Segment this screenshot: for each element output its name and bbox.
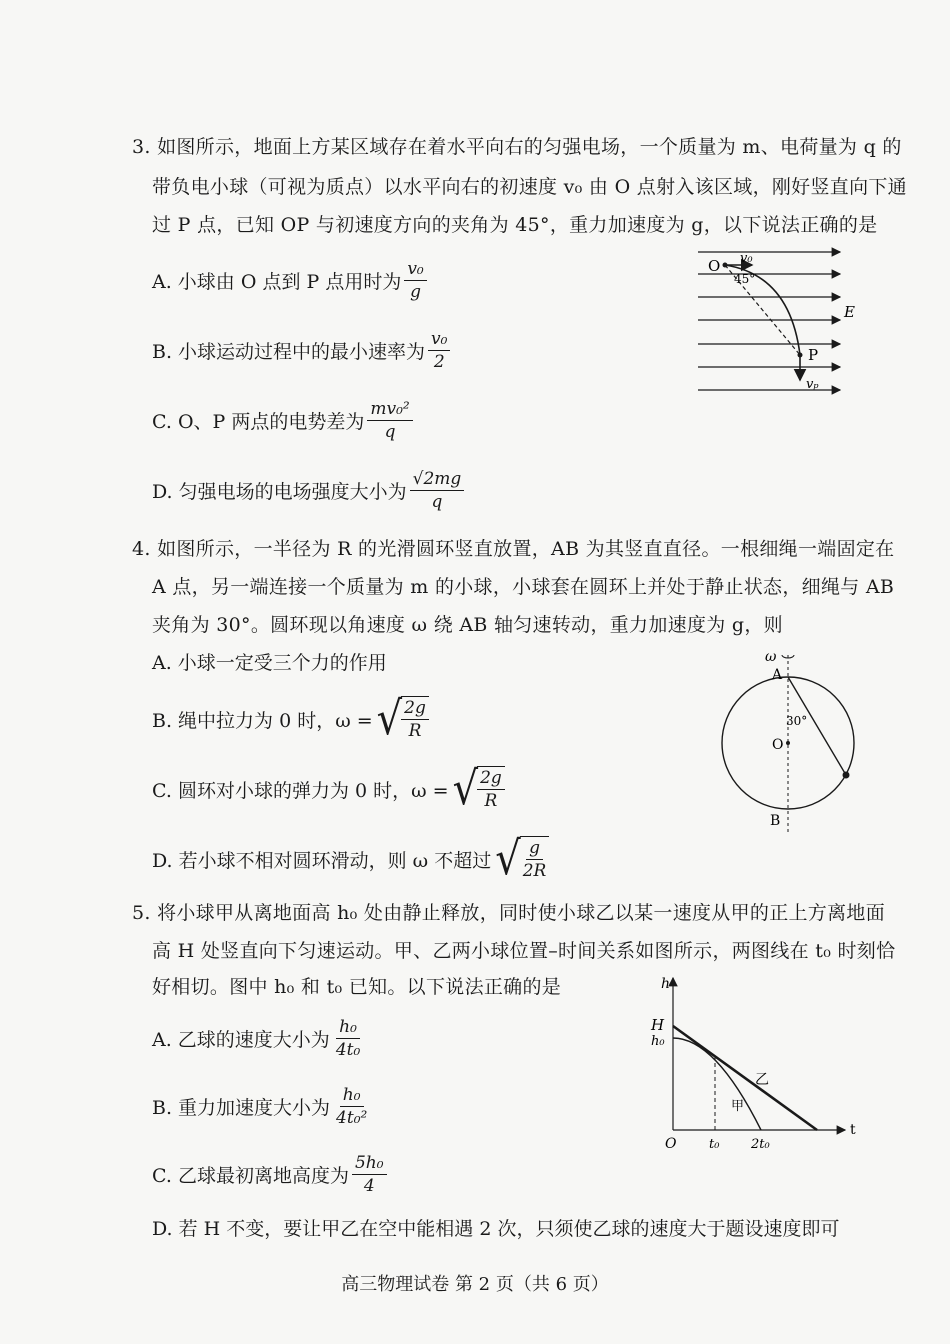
label-2t0: 2t₀ <box>751 1137 770 1152</box>
fraction: $\frac{\text{h₀}}{\text{4t₀²}}$ <box>336 1085 368 1128</box>
q4-line-2: A 点，另一端连接一个质量为 m 的小球，小球套在圆环上并处于静止状态，细绳与 AB <box>152 576 895 598</box>
q4-ring-figure <box>710 645 870 835</box>
q3-option-d: D. 匀强电场的电场强度大小为 $\frac{√2mg}{q}$ <box>152 468 464 513</box>
label-45: 45° <box>734 272 756 286</box>
page-footer: 高三物理试卷 第 2 页（共 6 页） <box>341 1274 609 1295</box>
center-o <box>786 741 790 745</box>
label-t0: t₀ <box>709 1137 720 1152</box>
label-H: H <box>651 1016 665 1034</box>
q5-option-d: D. 若 H 不变，要让甲乙在空中能相遇 2 次，只须使乙球的速度大于题设速度即可 <box>152 1218 840 1240</box>
q5-option-b: B. 重力加速度大小为 $\frac{\text{h₀}}{\text{4t₀²}}$ <box>152 1084 370 1129</box>
q3-option-a: A. 小球由 O 点到 P 点用时为 $\frac{\text{v₀}}{g}$ <box>152 258 427 303</box>
label-origin: O <box>665 1136 677 1152</box>
fraction: $\frac{\text{h₀}}{\text{4t₀}}$ <box>335 1017 361 1060</box>
q4-option-b: B. 绳中拉力为 0 时，ω = √ $\frac{2g}{R}$ <box>152 696 429 742</box>
q5-line-3: 好相切。图中 h₀ 和 t₀ 已知。以下说法正确的是 <box>152 976 562 998</box>
q5-option-c: C. 乙球最初离地高度为 $\frac{\text{5h₀}}{4}$ <box>152 1152 387 1197</box>
label-t: t <box>850 1122 856 1138</box>
fraction: $\frac{√2mg}{q}$ <box>410 468 465 513</box>
label-h: h <box>661 976 671 992</box>
q3-option-c: C. O、P 两点的电势差为 $\frac{\text{mv₀²}}{q}$ <box>152 398 413 443</box>
label-a: A <box>772 667 783 683</box>
q4-option-a: A. 小球一定受三个力的作用 <box>152 652 387 674</box>
q3-electric-field-figure <box>690 240 870 400</box>
label-o: O <box>708 257 721 275</box>
label-30: 30° <box>786 714 808 728</box>
q3-line-2: 带负电小球（可视为质点）以水平向右的初速度 v₀ 由 O 点射入该区域，刚好竖直向下通 <box>152 176 907 198</box>
q4-option-c: C. 圆环对小球的弹力为 0 时，ω = √ $\frac{2g}{R}$ <box>152 766 505 812</box>
curve-jia <box>673 1038 761 1130</box>
q4-line-1: 4. 如图所示，一半径为 R 的光滑圆环竖直放置，AB 为其竖直直径。一根细绳一端固定在 <box>132 538 895 560</box>
label-yi: 乙 <box>755 1072 769 1088</box>
q5-position-time-graph <box>645 972 865 1157</box>
label-vp: vₚ <box>806 377 819 392</box>
label-e: E <box>844 303 855 321</box>
fraction: $\frac{\text{v₀}}{g}$ <box>404 258 426 303</box>
fraction: $\frac{\text{5h₀}}{4}$ <box>352 1152 387 1197</box>
q5-line-1: 5. 将小球甲从离地面高 h₀ 处由静止释放，同时使小球乙以某一速度从甲的正上方离地面 <box>132 902 886 924</box>
label-o: O <box>772 737 784 753</box>
sqrt: √ $\frac{2g}{R}$ <box>453 766 505 812</box>
sqrt: √ $\frac{2g}{R}$ <box>377 696 429 742</box>
line-yi <box>673 1026 817 1130</box>
q5-line-2: 高 H 处竖直向下匀速运动。甲、乙两小球位置–时间关系如图所示，两图线在 t₀ 时刻恰 <box>152 940 896 962</box>
q3-line-3: 过 P 点，已知 OP 与初速度方向的夹角为 45°，重力加速度为 g，以下说法正确的是 <box>152 214 878 236</box>
label-v0: v₀ <box>740 251 753 266</box>
q3-line-1: 3. 如图所示，地面上方某区域存在着水平向右的匀强电场，一个质量为 m、电荷量为 q 的 <box>132 136 902 158</box>
label-b: B <box>770 813 781 829</box>
fraction: $\frac{\text{v₀}}{2}$ <box>428 328 450 373</box>
label-omega: ω <box>765 649 777 665</box>
label-h0: h₀ <box>651 1034 665 1049</box>
ball <box>843 772 850 779</box>
q4-line-3: 夹角为 30°。圆环现以角速度 ω 绕 AB 轴匀速转动，重力加速度为 g，则 <box>152 614 783 636</box>
q3-option-b: B. 小球运动过程中的最小速率为 $\frac{\text{v₀}}{2}$ <box>152 328 450 373</box>
q4-option-d: D. 若小球不相对圆环滑动，则 ω 不超过 √ $\frac{g}{2R}$ <box>152 836 549 882</box>
sqrt: √ $\frac{g}{2R}$ <box>495 836 549 882</box>
fraction: $\frac{\text{mv₀²}}{q}$ <box>367 398 412 443</box>
q5-option-a: A. 乙球的速度大小为 $\frac{\text{h₀}}{\text{4t₀}}$ <box>152 1016 363 1061</box>
label-jia: 甲 <box>731 1099 745 1114</box>
point-p <box>798 353 803 358</box>
label-p: P <box>808 346 819 364</box>
point-o <box>723 263 728 268</box>
